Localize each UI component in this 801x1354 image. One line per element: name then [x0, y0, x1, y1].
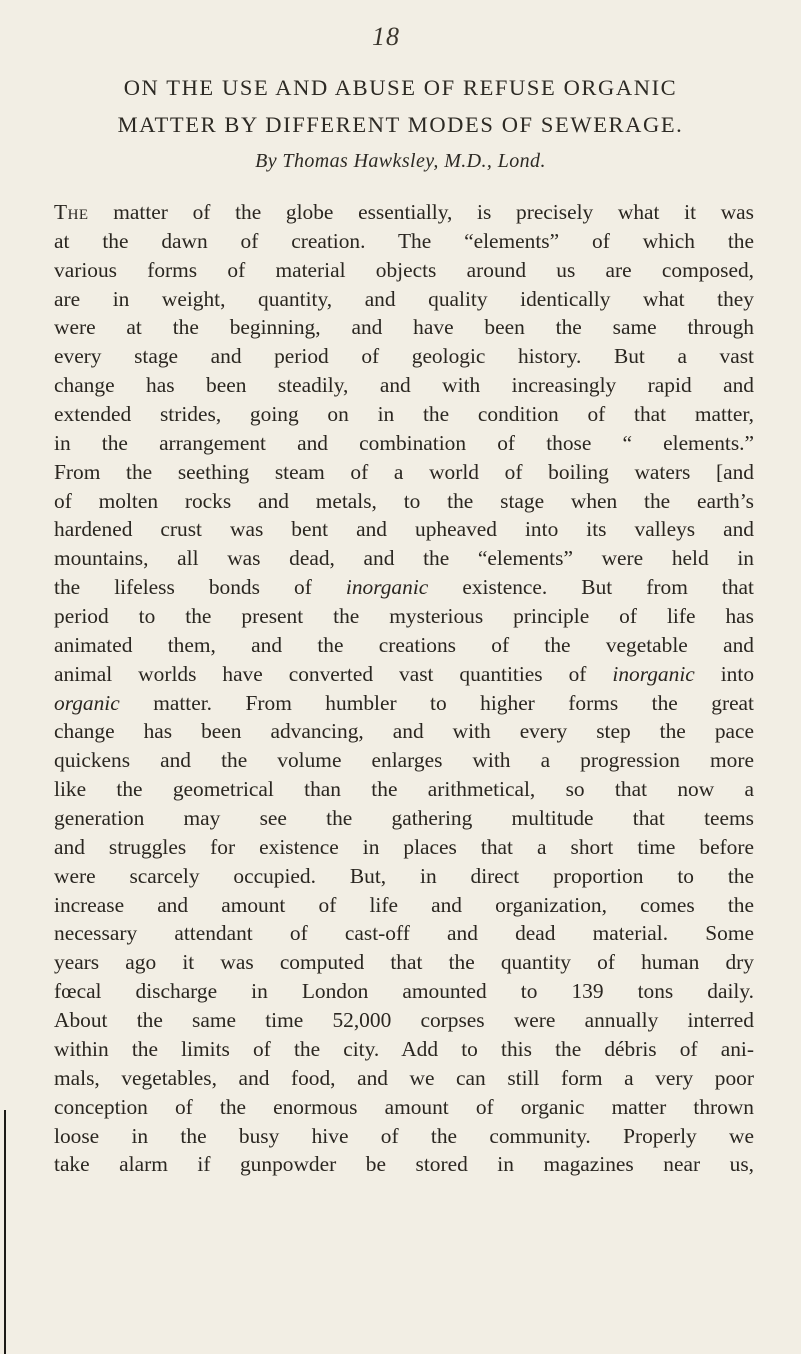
italic-term: inorganic [612, 661, 695, 686]
body-line: the lifeless bonds of inorganic existence. But from that [54, 575, 754, 600]
body-line: generation may see the gathering multitude that teems [54, 806, 754, 831]
body-line: were at the beginning, and have been the same through [54, 315, 754, 340]
body-line: within the limits of the city. Add to this the débris of ani- [54, 1036, 754, 1061]
body-line: organic matter. From humbler to higher forms the great [54, 690, 754, 715]
body-line: hardened crust was bent and upheaved into its valleys and [54, 517, 754, 542]
body-line: period to the present the mysterious principle of life has [54, 604, 754, 629]
body-line: animal worlds have converted vast quantities of inorganic into [54, 661, 755, 686]
body-line: From the seething steam of a world of boiling waters [and [54, 459, 754, 484]
body-line: change has been steadily, and with increasingly rapid and [54, 373, 754, 398]
body-line: and struggles for existence in places that a short time before [54, 834, 754, 859]
page-edge-line [4, 1110, 6, 1354]
article-body [54, 198, 754, 1179]
body-line: are in weight, quantity, and quality identically what they [54, 286, 754, 311]
italic-term: inorganic [345, 575, 429, 600]
body-line: years ago it was computed that the quantity of human dry [54, 950, 754, 975]
body-line: in the arrangement and combination of those “ elements.” [54, 430, 754, 455]
body-line: every stage and period of geologic history. But a vast [54, 344, 754, 369]
body-line: various forms of material objects around us are composed, [54, 257, 754, 282]
opening-word: The [54, 200, 89, 224]
body-line: increase and amount of life and organization, comes the [54, 892, 754, 917]
page-number: 18 [372, 22, 400, 51]
body-line: of molten rocks and metals, to the stage when the earth’s [54, 488, 754, 513]
body-line: at the dawn of creation. The “elements” of which the [54, 228, 754, 253]
body-line: loose in the busy hive of the community. Properly we [54, 1123, 754, 1148]
article-title-line-2: MATTER BY DIFFERENT MODES OF SEWERAGE. [117, 112, 684, 137]
body-line: mountains, all was dead, and the “elements” were held in [54, 546, 754, 571]
body-line: like the geometrical than the arithmetical, so that now a [54, 777, 754, 802]
author-byline: By Thomas Hawksley, M.D., Lond. [255, 150, 546, 172]
body-line: necessary attendant of cast-off and dead material. Some [54, 921, 754, 946]
body-line: mals, vegetables, and food, and we can still form a very poor [54, 1065, 754, 1090]
body-line: extended strides, going on in the condition of that matter, [54, 402, 754, 427]
body-line: fœcal discharge in London amounted to 139 tons daily. [54, 979, 754, 1004]
body-line: were scarcely occupied. But, in direct proportion to the [54, 863, 754, 888]
body-line: take alarm if gunpowder be stored in magazines near us, [54, 1152, 754, 1177]
body-line: About the same time 52,000 corpses were annually interred [54, 1008, 754, 1033]
body-line: change has been advancing, and with every step the pace [54, 719, 754, 744]
body-line: animated them, and the creations of the vegetable and [54, 632, 754, 657]
article-title-line-1: ON THE USE AND ABUSE OF REFUSE ORGANIC [123, 75, 678, 100]
body-line: quickens and the volume enlarges with a progression more [54, 748, 754, 773]
body-line: conception of the enormous amount of organic matter thrown [54, 1094, 754, 1119]
body-line: The matter of the globe essentially, is precisely what it was [54, 200, 754, 224]
italic-term: organic [54, 690, 120, 715]
